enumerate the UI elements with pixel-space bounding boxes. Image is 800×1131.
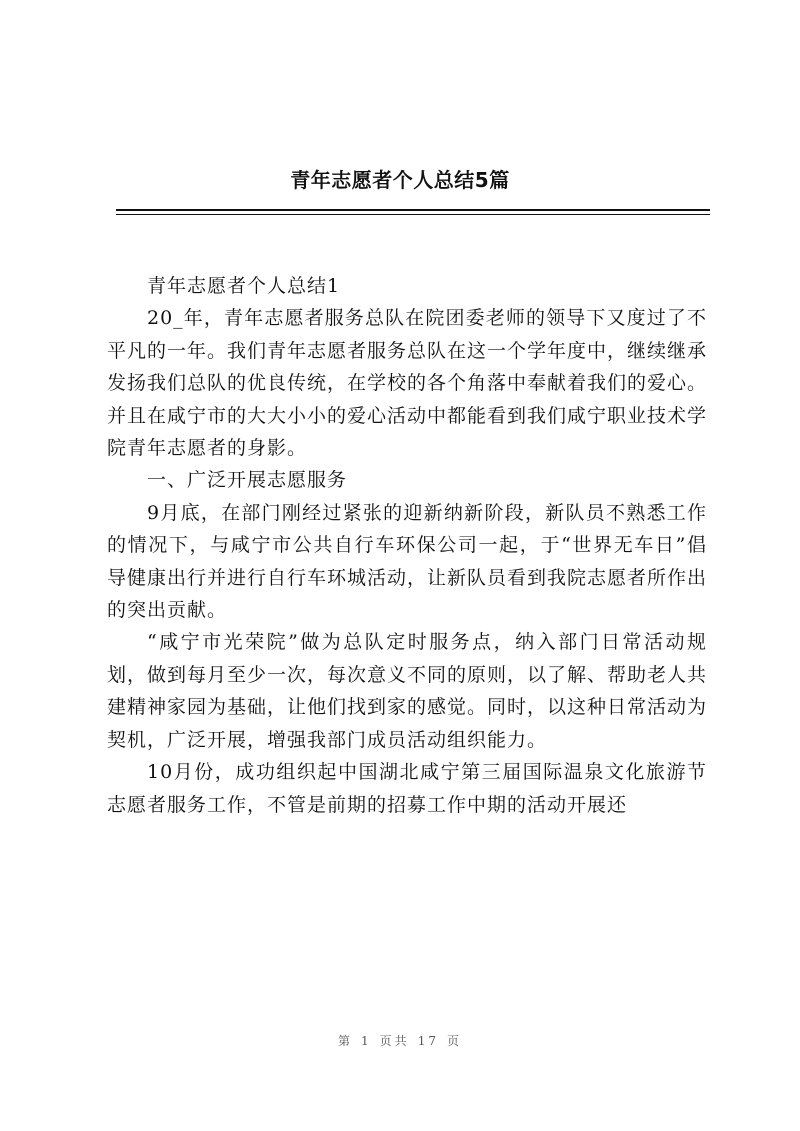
title-rule-thin: [116, 214, 710, 215]
body-paragraph: 9月底，在部门刚经过紧张的迎新纳新阶段，新队员不熟悉工作的情况下，与咸宁市公共自行车环保公司一起，于“世界无车日”倡导健康出行并进行自行车环城活动，让新队员看到我院志愿者所作出的突出贡献。: [107, 501, 708, 622]
subsection-heading: 一、广泛开展志愿服务: [147, 469, 348, 492]
footer-prefix: 第: [338, 1034, 354, 1048]
footer-mid: 页共: [379, 1034, 410, 1048]
page-footer: [0, 1032, 800, 1049]
footer-page-total: 17: [417, 1034, 439, 1048]
section-heading: 青年志愿者个人总结1: [147, 275, 341, 297]
body-paragraph: 10月份，成功组织起中国湖北咸宁第三届国际温泉文化旅游节志愿者服务工作，不管是前期的招募工作中期的活动开展还: [107, 761, 707, 816]
document-body: [107, 270, 707, 821]
title-rule-thick: [116, 209, 710, 211]
footer-suffix: 页: [446, 1034, 462, 1048]
document-title: 青年志愿者个人总结5篇: [290, 168, 510, 192]
body-paragraph: 20_年，青年志愿者服务总队在院团委老师的领导下又度过了不平凡的一年。我们青年志愿者服务总队在这一个学年度中，继续继承发扬我们总队的优良传统，在学校的各个角落中奉献着我们的爱心。并且在咸宁市的大大小小的爱心活动中都能看到我们咸宁职业技术学院青年志愿者的身影。: [107, 307, 708, 460]
footer-page-number: 1: [361, 1034, 372, 1048]
body-paragraph: “咸宁市光荣院”做为总队定时服务点，纳入部门日常活动规划，做到每月至少一次，每次意义不同的原则，以了解、帮助老人共建精神家园为基础，让他们找到家的感觉。同时，以这种日常活动为契机，广泛开展，增强我部门成员活动组织能力。: [107, 631, 708, 751]
